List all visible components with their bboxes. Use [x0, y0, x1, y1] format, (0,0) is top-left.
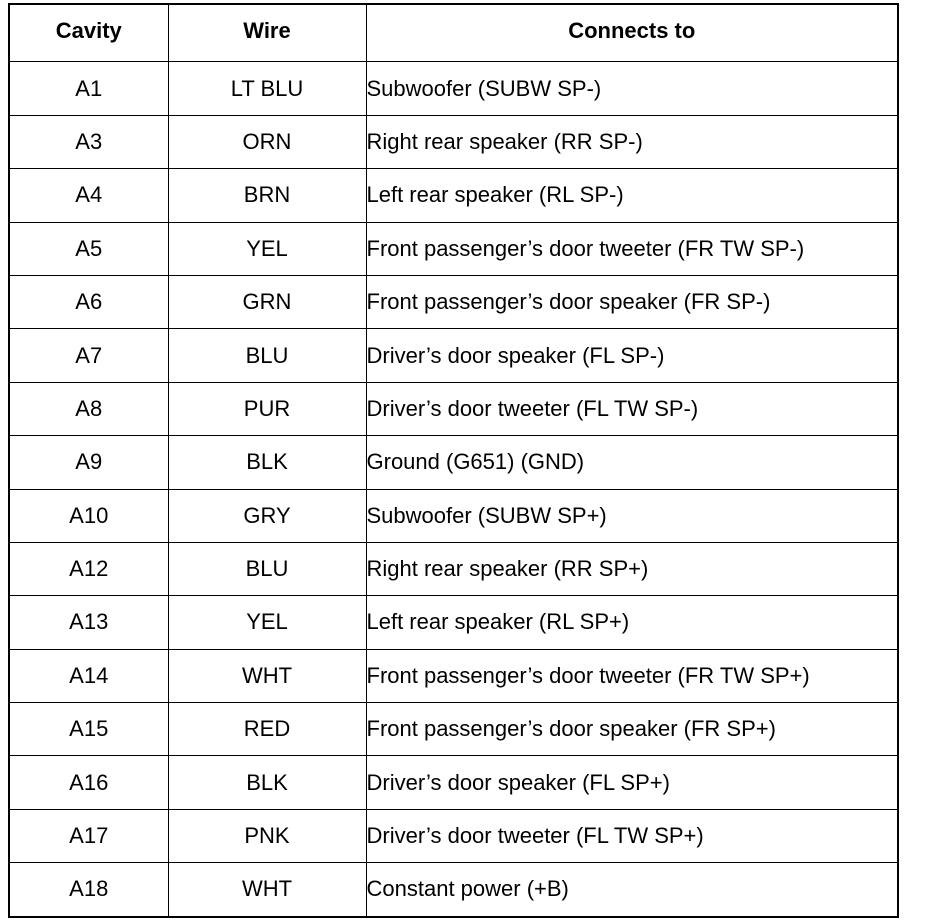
cavity-cell: A12 — [9, 542, 168, 595]
cavity-cell: A9 — [9, 436, 168, 489]
connects-to-cell: Subwoofer (SUBW SP-) — [366, 62, 898, 115]
connects-to-cell: Front passenger’s door speaker (FR SP+) — [366, 703, 898, 756]
header-cavity: Cavity — [9, 4, 168, 62]
table-header-row — [9, 4, 898, 62]
table-body — [9, 62, 898, 917]
header-connects-to: Connects to — [366, 4, 898, 62]
cavity-cell: A8 — [9, 382, 168, 435]
cavity-cell: A13 — [9, 596, 168, 649]
wire-cell: BLK — [168, 756, 366, 809]
connects-to-cell: Front passenger’s door speaker (FR SP-) — [366, 275, 898, 328]
cavity-cell: A14 — [9, 649, 168, 702]
connects-to-cell: Ground (G651) (GND) — [366, 436, 898, 489]
cavity-cell: A15 — [9, 703, 168, 756]
cavity-cell: A17 — [9, 809, 168, 862]
table-row — [9, 275, 898, 328]
wire-cell: PUR — [168, 382, 366, 435]
cavity-cell: A7 — [9, 329, 168, 382]
wire-cell: BLK — [168, 436, 366, 489]
connects-to-cell: Driver’s door speaker (FL SP+) — [366, 756, 898, 809]
connects-to-cell: Constant power (+B) — [366, 863, 898, 917]
wire-cell: YEL — [168, 596, 366, 649]
wire-cell: LT BLU — [168, 62, 366, 115]
wire-cell: ORN — [168, 115, 366, 168]
cavity-cell: A16 — [9, 756, 168, 809]
connects-to-cell: Subwoofer (SUBW SP+) — [366, 489, 898, 542]
connector-pinout-table — [8, 3, 899, 918]
connects-to-cell: Left rear speaker (RL SP+) — [366, 596, 898, 649]
cavity-cell: A1 — [9, 62, 168, 115]
table-row — [9, 115, 898, 168]
cavity-cell: A4 — [9, 169, 168, 222]
connects-to-cell: Driver’s door tweeter (FL TW SP-) — [366, 382, 898, 435]
table-row — [9, 542, 898, 595]
table-row — [9, 169, 898, 222]
connects-to-cell: Right rear speaker (RR SP+) — [366, 542, 898, 595]
table-row — [9, 62, 898, 115]
connects-to-cell: Left rear speaker (RL SP-) — [366, 169, 898, 222]
wire-cell: RED — [168, 703, 366, 756]
wire-cell: BLU — [168, 542, 366, 595]
wire-cell: GRN — [168, 275, 366, 328]
wire-cell: WHT — [168, 863, 366, 917]
cavity-cell: A5 — [9, 222, 168, 275]
table-row — [9, 436, 898, 489]
connects-to-cell: Driver’s door speaker (FL SP-) — [366, 329, 898, 382]
wire-cell: PNK — [168, 809, 366, 862]
connects-to-cell: Front passenger’s door tweeter (FR TW SP-) — [366, 222, 898, 275]
cavity-cell: A18 — [9, 863, 168, 917]
cavity-cell: A6 — [9, 275, 168, 328]
cavity-cell: A3 — [9, 115, 168, 168]
table-row — [9, 809, 898, 862]
table-row — [9, 649, 898, 702]
connects-to-cell: Driver’s door tweeter (FL TW SP+) — [366, 809, 898, 862]
wire-cell: BLU — [168, 329, 366, 382]
connects-to-cell: Right rear speaker (RR SP-) — [366, 115, 898, 168]
table-row — [9, 222, 898, 275]
connects-to-cell: Front passenger’s door tweeter (FR TW SP+) — [366, 649, 898, 702]
cavity-cell: A10 — [9, 489, 168, 542]
header-wire: Wire — [168, 4, 366, 62]
table-row — [9, 489, 898, 542]
wire-cell: WHT — [168, 649, 366, 702]
wire-cell: YEL — [168, 222, 366, 275]
table-row — [9, 596, 898, 649]
wire-cell: BRN — [168, 169, 366, 222]
table-row — [9, 703, 898, 756]
wire-cell: GRY — [168, 489, 366, 542]
table-row — [9, 863, 898, 917]
table-row — [9, 382, 898, 435]
table-row — [9, 329, 898, 382]
table-row — [9, 756, 898, 809]
